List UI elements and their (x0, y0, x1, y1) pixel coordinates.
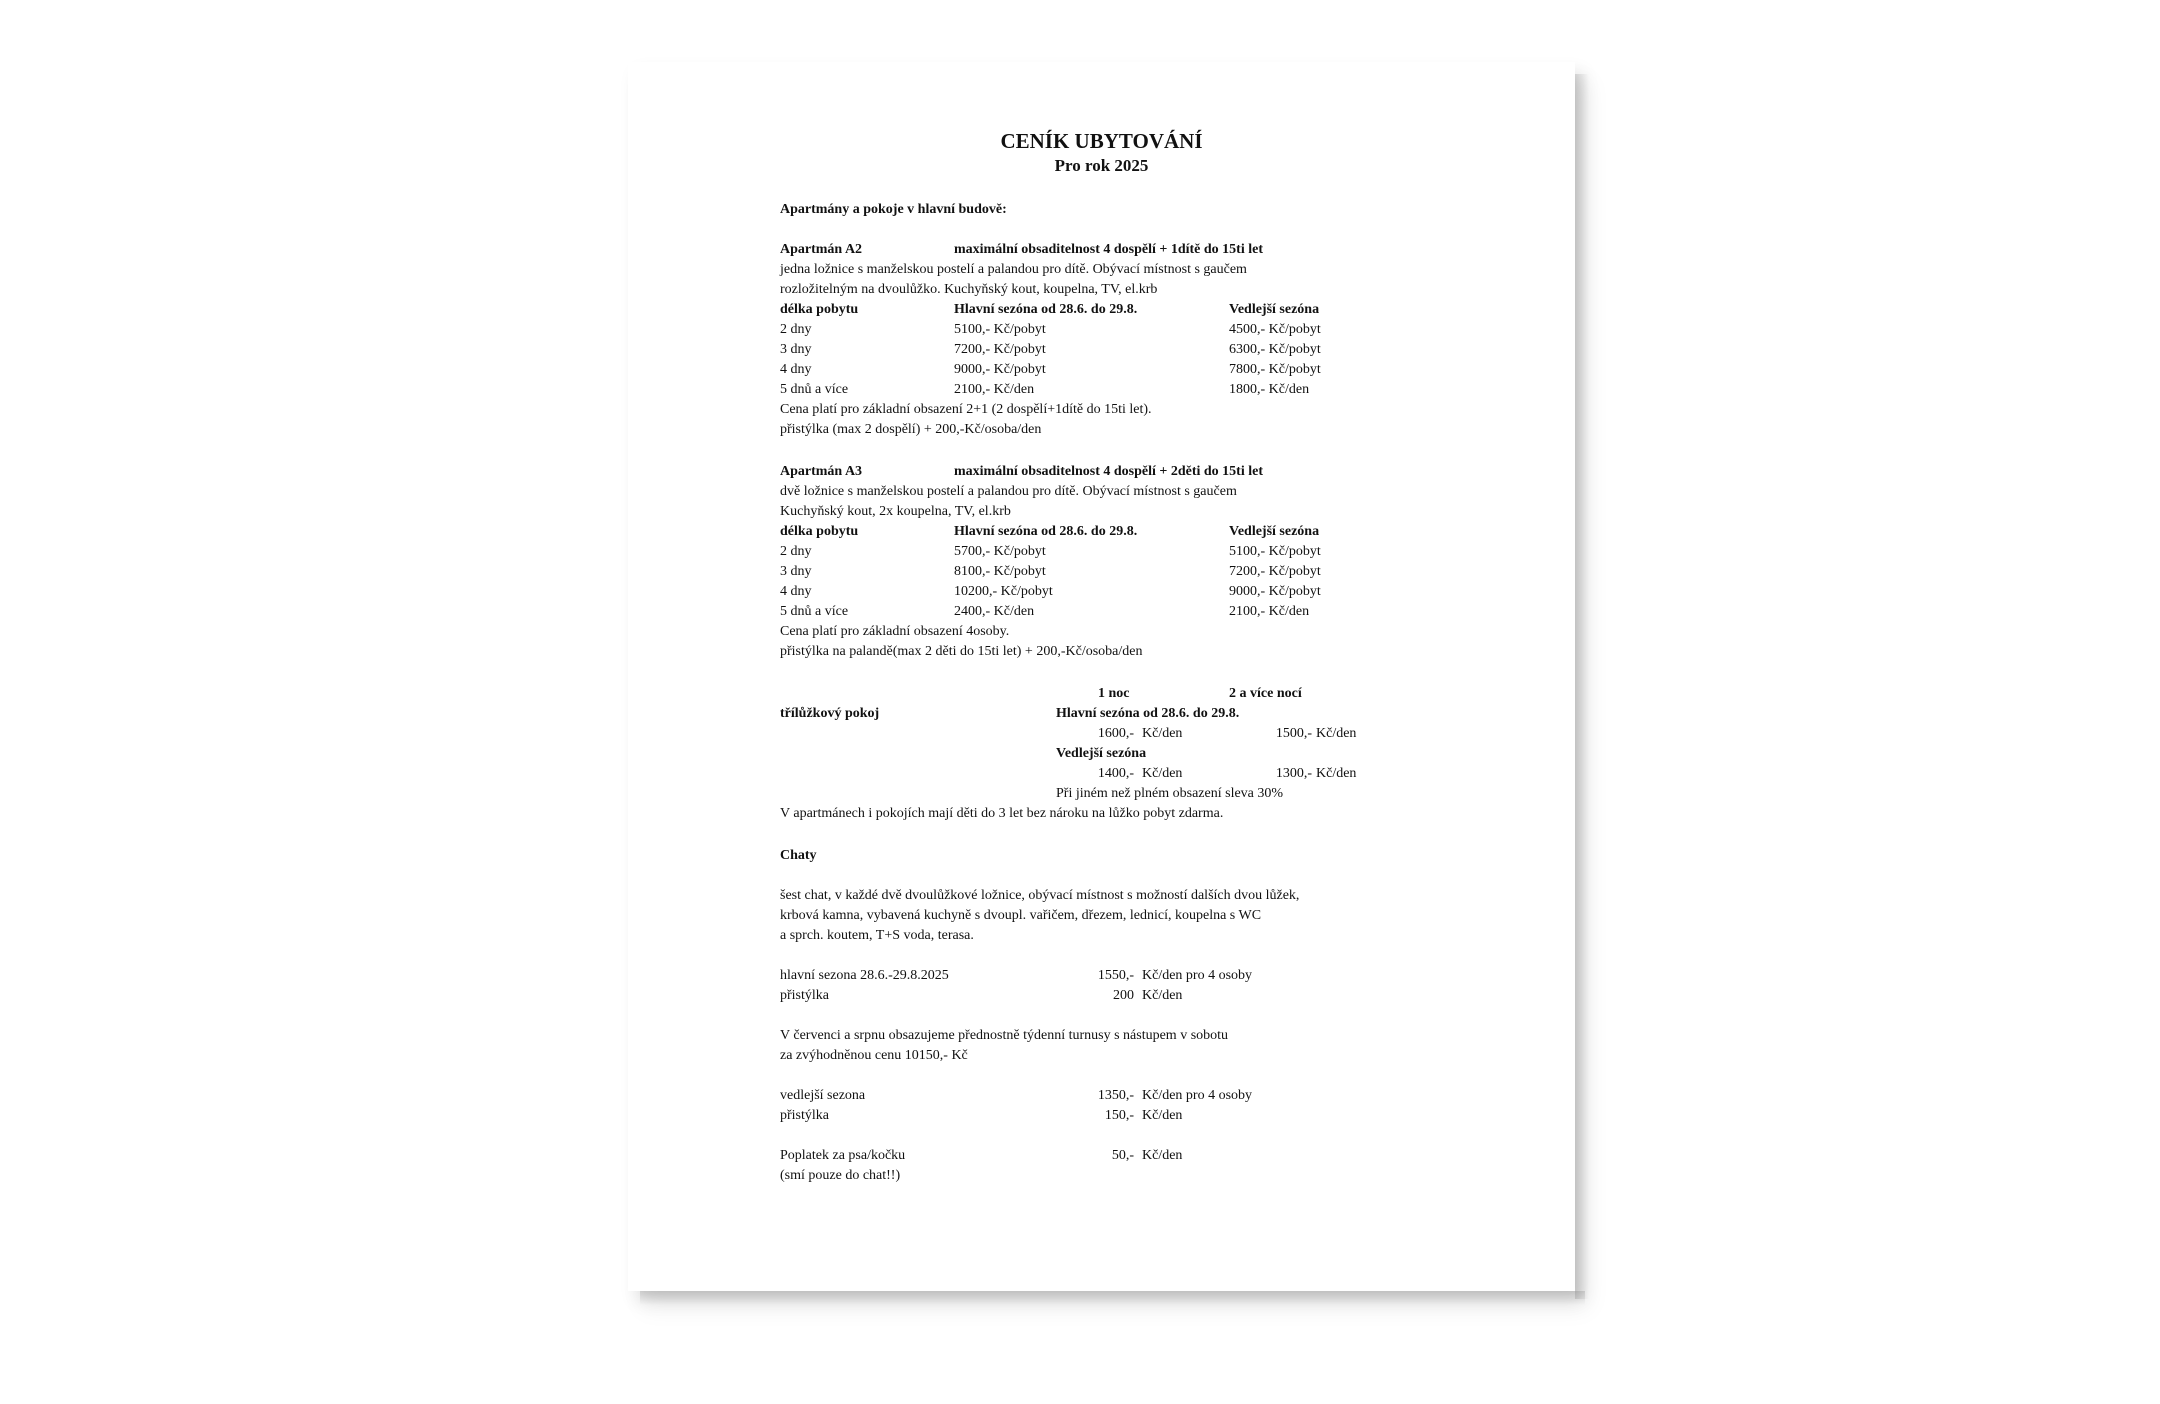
table-cell: 9000,- Kč/pobyt (1229, 584, 1321, 599)
table-cell: 7800,- Kč/pobyt (1229, 362, 1321, 377)
table-cell: 7200,- Kč/pobyt (954, 342, 1046, 357)
table-cell: 6300,- Kč/pobyt (1229, 342, 1321, 357)
table-cell: 5700,- Kč/pobyt (954, 544, 1046, 559)
chaty-main-season-label: hlavní sezona 28.6.-29.8.2025 (780, 968, 949, 983)
table-cell: 5100,- Kč/pobyt (1229, 544, 1321, 559)
triple-price: 1300,- (1275, 766, 1312, 781)
page-shadow (640, 1291, 1585, 1305)
table-cell: 2400,- Kč/den (954, 604, 1035, 619)
apartment-a2-capacity: maximální obsaditelnost 4 dospělí + 1dítě do 15ti let (954, 242, 1263, 257)
price-note: Cena platí pro základní obsazení 2+1 (2 dospělí+1dítě do 15ti let). (780, 402, 1152, 417)
chaty-description: a sprch. koutem, T+S voda, terasa. (780, 928, 974, 943)
triple-unit: Kč/den (1142, 726, 1183, 741)
weekly-note: V červenci a srpnu obsazujeme přednostně týdenní turnusy s nástupem v sobotu (780, 1028, 1229, 1043)
chaty-price: 150,- (1104, 1108, 1134, 1123)
chaty-unit: Kč/den pro 4 osoby (1142, 1088, 1253, 1103)
table-cell: 4500,- Kč/pobyt (1229, 322, 1321, 337)
table-cell: 1800,- Kč/den (1229, 382, 1310, 397)
chaty-description: šest chat, v každé dvě dvoulůžkové ložnice, obývací místnost s možností dalších dvou lůžek, (780, 888, 1300, 903)
page-title: CENÍK UBYTOVÁNÍ (1000, 129, 1203, 153)
weekly-note: za zvýhodněnou cenu 10150,- Kč (780, 1048, 968, 1063)
triple-price: 1400,- (1097, 766, 1134, 781)
table-cell: 4 dny (780, 362, 812, 377)
table-cell: 3 dny (780, 564, 812, 579)
table-cell: 8100,- Kč/pobyt (954, 564, 1046, 579)
table-header-main-season: Hlavní sezóna od 28.6. do 29.8. (954, 524, 1138, 539)
chaty-price: 1350,- (1097, 1088, 1134, 1103)
chaty-heading: Chaty (780, 848, 817, 863)
triple-price: 1500,- (1275, 726, 1312, 741)
apartment-a2-description: rozložitelným na dvoulůžko. Kuchyňský kout, koupelna, TV, el.krb (780, 282, 1158, 297)
column-header-one-night: 1 noc (1098, 686, 1130, 701)
page-shadow (1575, 74, 1589, 1299)
chaty-unit: Kč/den (1142, 988, 1183, 1003)
table-cell: 7200,- Kč/pobyt (1229, 564, 1321, 579)
triple-room-label: třílůžkový pokoj (780, 706, 880, 721)
children-note: V apartmánech i pokojích mají děti do 3 let bez nároku na lůžko pobyt zdarma. (780, 806, 1224, 821)
triple-price: 1600,- (1097, 726, 1134, 741)
table-cell: 4 dny (780, 584, 812, 599)
apartment-a2-description: jedna ložnice s manželskou postelí a palandou pro dítě. Obývací místnost s gaučem (780, 262, 1247, 277)
pet-fee-price: 50,- (1111, 1148, 1134, 1163)
chaty-extra-bed-label: přistýlka (780, 988, 829, 1003)
chaty-unit: Kč/den pro 4 osoby (1142, 968, 1253, 983)
pet-fee-unit: Kč/den (1142, 1148, 1183, 1163)
triple-main-season: Hlavní sezóna od 28.6. do 29.8. (1056, 706, 1240, 721)
table-header-side-season: Vedlejší sezóna (1229, 524, 1320, 539)
chaty-side-season-label: vedlejší sezona (780, 1088, 866, 1103)
page-subtitle: Pro rok 2025 (1054, 156, 1149, 175)
chaty-extra-bed-label: přistýlka (780, 1108, 829, 1123)
apartment-a3-name: Apartmán A3 (780, 464, 863, 479)
section-heading: Apartmány a pokoje v hlavní budově: (780, 202, 1007, 217)
table-cell: 10200,- Kč/pobyt (954, 584, 1053, 599)
chaty-price: 200 (1113, 988, 1134, 1003)
price-note: přistýlka (max 2 dospělí) + 200,-Kč/osoba/den (780, 422, 1042, 437)
table-cell: 2100,- Kč/den (1229, 604, 1310, 619)
table-cell: 2 dny (780, 322, 812, 337)
price-note: přistýlka na palandě(max 2 děti do 15ti let) + 200,-Kč/osoba/den (780, 644, 1143, 659)
table-cell: 9000,- Kč/pobyt (954, 362, 1046, 377)
table-header-main-season: Hlavní sezóna od 28.6. do 29.8. (954, 302, 1138, 317)
column-header-more-nights: 2 a více nocí (1229, 686, 1302, 701)
pet-fee-label: Poplatek za psa/kočku (780, 1148, 906, 1163)
triple-unit: Kč/den (1316, 726, 1357, 741)
triple-unit: Kč/den (1142, 766, 1183, 781)
chaty-price: 1550,- (1097, 968, 1134, 983)
table-cell: 5 dnů a více (780, 382, 849, 397)
chaty-unit: Kč/den (1142, 1108, 1183, 1123)
table-cell: 5 dnů a více (780, 604, 849, 619)
discount-note: Při jiném než plném obsazení sleva 30% (1056, 786, 1284, 801)
apartment-a3-description: dvě ložnice s manželskou postelí a palandou pro dítě. Obývací místnost s gaučem (780, 484, 1237, 499)
price-note: Cena platí pro základní obsazení 4osoby. (780, 624, 1010, 639)
table-header-stay: délka pobytu (780, 302, 859, 317)
triple-unit: Kč/den (1316, 766, 1357, 781)
chaty-description: krbová kamna, vybavená kuchyně s dvoupl. vařičem, dřezem, lednicí, koupelna s WC (780, 908, 1262, 923)
table-header-stay: délka pobytu (780, 524, 859, 539)
table-cell: 2100,- Kč/den (954, 382, 1035, 397)
apartment-a2-name: Apartmán A2 (780, 242, 863, 257)
table-cell: 5100,- Kč/pobyt (954, 322, 1046, 337)
table-cell: 3 dny (780, 342, 812, 357)
table-header-side-season: Vedlejší sezóna (1229, 302, 1320, 317)
apartment-a3-capacity: maximální obsaditelnost 4 dospělí + 2děti do 15ti let (954, 464, 1263, 479)
table-cell: 2 dny (780, 544, 812, 559)
triple-side-season: Vedlejší sezóna (1056, 746, 1147, 761)
apartment-a3-description: Kuchyňský kout, 2x koupelna, TV, el.krb (780, 504, 1011, 519)
pet-fee-note: (smí pouze do chat!!) (780, 1168, 901, 1183)
